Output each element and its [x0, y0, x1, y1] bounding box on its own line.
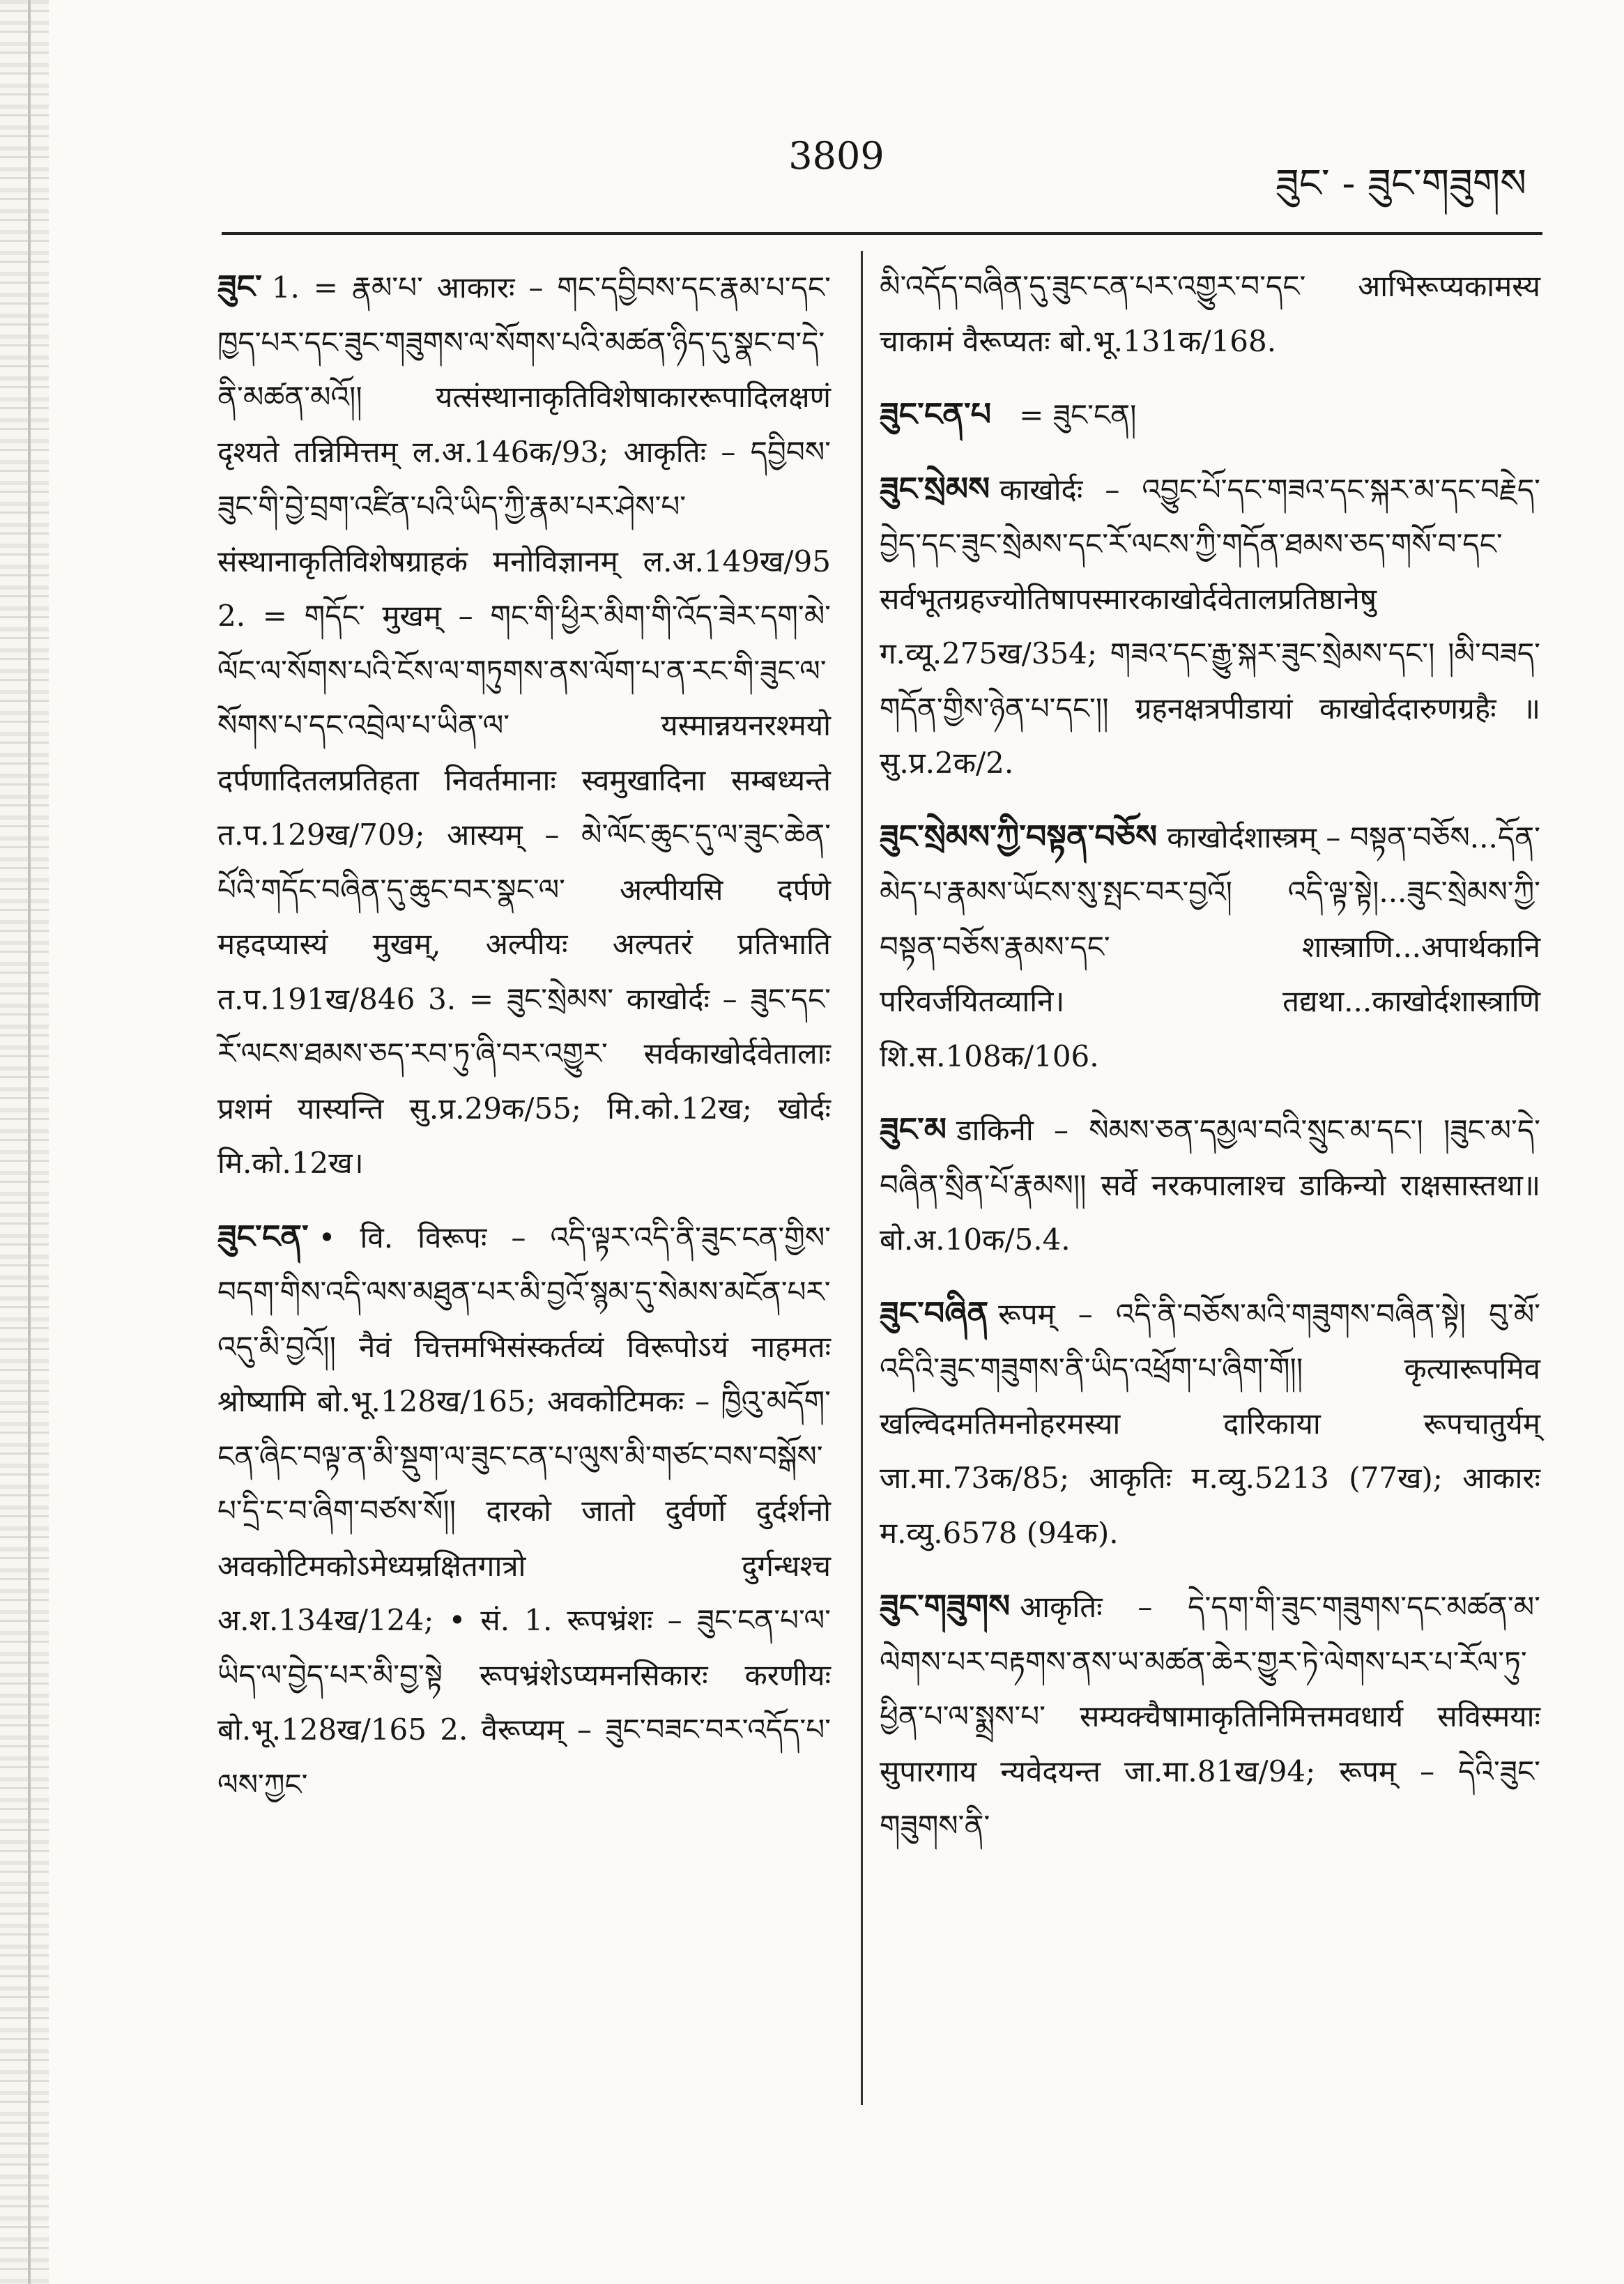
entry-headword: ཟུང་: [217, 268, 262, 305]
entry-text: काखोर्दः – འབྱུང་པོ་དང་གཟའ་དང་སྐར་མ་དང་བརྗེད་བྱེད་དང་ཟུང་སྲེམས་དང་རོ་ལངས་ཀྱི་གདོན་ཐམས་ཅད་གསོ་བ་དང་ सर्वभूतग्रहज्योतिषापस्मारकाखोर्दवेतालप्रतिष्ठानेषु ग.व्यू.275ख/354; གཟའ་དང་རྒྱུ་སྐར་ཟུང་སྲེམས་དང་། །མི་བཟད་གདོན་གྱིས་ཉེན་པ་དང་།། ग्रहनक्षत्रपीडायां काखोर्ददारुणग्रहैः ॥ सु.प्र.2क/2.: [880, 472, 1540, 780]
entry-text: • वि. विरूपः – འདི་ལྟར་འདི་ནི་ཟུང་ངན་གྱིས་བདག་གིས་འདི་ལས་མཐུན་པར་མི་བྱའོ་སྙམ་དུ་སེམས་མངོན་པར་འདུ་མི་བྱའོ།། नैवं चित्तमभिसंस्कर्तव्यं विरूपोऽयं नाहमतः श्रोष्यामि बो.भू.128ख/165; अवकोटिमकः – ཁྱིའུ་མདོག་ངན་ཞིང་བལྟ་ན་མི་སྡུག་ལ་ཟུང་ངན་པ་ལུས་མི་གཙང་བས་བསྒོས་པ་དྲི་ང་བ་ཞིག་བཙས་སོ།། दारको जातो दुर्वर्णो दुर्दर्शनो अवकोटिमकोऽमेध्यम्रक्षितगात्रो दुर्गन्धश्च अ.श.134ख/124; • सं. 1. रूपभ्रंशः – ཟུང་ངན་པ་ལ་ཡིད་ལ་བྱེད་པར་མི་བྱ་སྟེ रूपभ्रंशेऽप्यमनसिकारः करणीयः बो.भू.128ख/165 2. वैरूप्यम् – ཟུང་བཟང་བར་འདོད་པ་ལས་ཀྱང་: [217, 1220, 831, 1802]
scan-edge: [0, 0, 49, 2284]
entry-text: = ཟུང་ངན།: [1019, 398, 1137, 432]
entry-headword: ཟུང་མ: [880, 1110, 947, 1148]
left-column: [217, 259, 831, 1830]
dictionary-entry: [880, 1102, 1540, 1268]
entry-text: काखोर्दशास्त्रम् – བསྟན་བཅོས...དོན་མེད་པ་རྣམས་ཡོངས་སུ་སྤང་བར་བྱའོ། འདི་ལྟ་སྟེ།...ཟུང་སྲེམས་ཀྱི་བསྟན་བཅོས་རྣམས་དང་ शास्त्राणि...अपार्थकानि परिवर्जयितव्यानि। तद्यथा...काखोर्दशास्त्राणि शि.स.108क/106.: [880, 820, 1540, 1073]
dictionary-entry: [217, 1209, 831, 1813]
right-column: [880, 259, 1540, 1872]
entry-text: डाकिनी – སེམས་ཅན་དམྱལ་བའི་སྲུང་མ་དང་། །ཟུང་མ་དེ་བཞིན་སྲིན་པོ་རྣམས།། सर्वे नरकपालाश्च डाकिन्यो राक्षसास्तथा॥ बो.अ.10क/5.4.: [880, 1113, 1540, 1257]
dictionary-entry: [880, 1286, 1540, 1561]
entry-text: 1. = རྣམ་པ་ आकारः – གང་དབྱིབས་དང་རྣམ་པ་དང་ཁྱད་པར་དང་ཟུང་གཟུགས་ལ་སོགས་པའི་མཚན་ཉིད་དུ་སྣང་བ་དེ་ནི་མཚན་མའོ།། यत्संस्थानाकृतिविशेषाकाररूपादिलक्षणं दृश्यते तन्निमित्तम् ल.अ.146क/93; आकृतिः – དབྱིབས་ཟུང་གི་བྱེ་བྲག་འཛིན་པའི་ཡིད་ཀྱི་རྣམ་པར་ཤེས་པ་ संस्थानाकृतिविशेषग्राहकं मनोविज्ञानम् ल.अ.149ख/95 2. = གདོང་ मुखम् – གང་གི་ཕྱིར་མིག་གི་འོད་ཟེར་དག་མེ་ལོང་ལ་སོགས་པའི་ངོས་ལ་གཏུགས་ནས་ལོག་པ་ན་རང་གི་ཟུང་ལ་སོགས་པ་དང་འབྲེལ་པ་ཡིན་ལ་ यस्मान्नयनरश्मयो दर्पणादितलप्रतिहता निवर्तमानाः स्वमुखादिना सम्बध्यन्ते त.प.129ख/709; आस्यम् – མེ་ལོང་ཆུང་དུ་ལ་ཟུང་ཆེན་པོའི་གདོང་བཞིན་དུ་ཆུང་བར་སྣང་ལ་ अल्पीयसि दर्पणे महदप्यास्यं मुखम्, अल्पीयः अल्पतरं प्रतिभाति त.प.191ख/846 3. = ཟུང་སྲེམས་ काखोर्दः – ཟུང་དང་རོ་ལངས་ཐམས་ཅད་རབ་ཏུ་ཞི་བར་འགྱུར་ सर्वकाखोर्दवेतालाः प्रशमं यास्यन्ति सु.प्र.29क/55; मि.को.12ख; खोर्दः मि.को.12ख।: [217, 270, 831, 1180]
dictionary-entry: [880, 259, 1540, 369]
dictionary-entry: [217, 259, 831, 1191]
entry-headword: ཟུང་ངན་: [217, 1217, 309, 1255]
entry-headword: ཟུང་བཞིན: [880, 1294, 989, 1332]
dictionary-entry: [880, 387, 1540, 443]
entry-text: आकृतिः – དེ་དག་གི་ཟུང་གཟུགས་དང་མཚན་མ་ལེགས་པར་བརྟགས་ནས་ཡ་མཚན་ཆེར་གྱུར་ཏེ་ལེགས་པར་པ་རོལ་ཏུ་ཕྱིན་པ་ལ་སྨྲས་པ་ सम्यक्चैषामाकृतिनिमित्तमवधार्य सविस्मयाः सुपारगाय न्यवेदयन्त जा.मा.81ख/94; रूपम् – དེའི་ཟུང་གཟུགས་ནི་: [880, 1590, 1540, 1843]
entry-text: མི་འདོད་བཞིན་དུ་ཟུང་ངན་པར་འགྱུར་བ་དང་ आभिरूप्यकामस्य चाकामं वैरूप्यतः बो.भू.131क/168.: [880, 269, 1540, 358]
entry-text: रूपम् – འདི་ནི་བཅོས་མའི་གཟུགས་བཞིན་སྟེ། བུ་མོ་འདིའི་ཟུང་གཟུགས་ནི་ཡིད་འཕྲོག་པ་ཞིག་གོ།། कृत्यारूपमिव खल्विदमतिमनोहरमस्या दारिकाया रूपचातुर्यम् जा.मा.73क/85; आकृतिः म.व्यु.5213 (77ख); आकारः म.व्यु.6578 (94क).: [880, 1296, 1540, 1550]
column-divider: [861, 251, 863, 2105]
header-rule: [222, 232, 1542, 235]
page-number: 3809: [788, 134, 884, 178]
dictionary-entry: [880, 809, 1540, 1084]
entry-headword: ཟུང་སྲེམས་ཀྱི་བསྟན་བཅོས: [880, 817, 1158, 855]
dictionary-entry: [880, 461, 1540, 791]
entry-headword: ཟུང་ངན་པ: [880, 395, 992, 433]
entry-headword: ཟུང་སྲེམས: [880, 469, 990, 507]
dictionary-entry: [880, 1579, 1540, 1854]
running-head: ཟུང་ - ཟུང་གཟུགས: [1276, 161, 1526, 206]
entry-headword: ཟུང་གཟུགས: [880, 1587, 1011, 1625]
